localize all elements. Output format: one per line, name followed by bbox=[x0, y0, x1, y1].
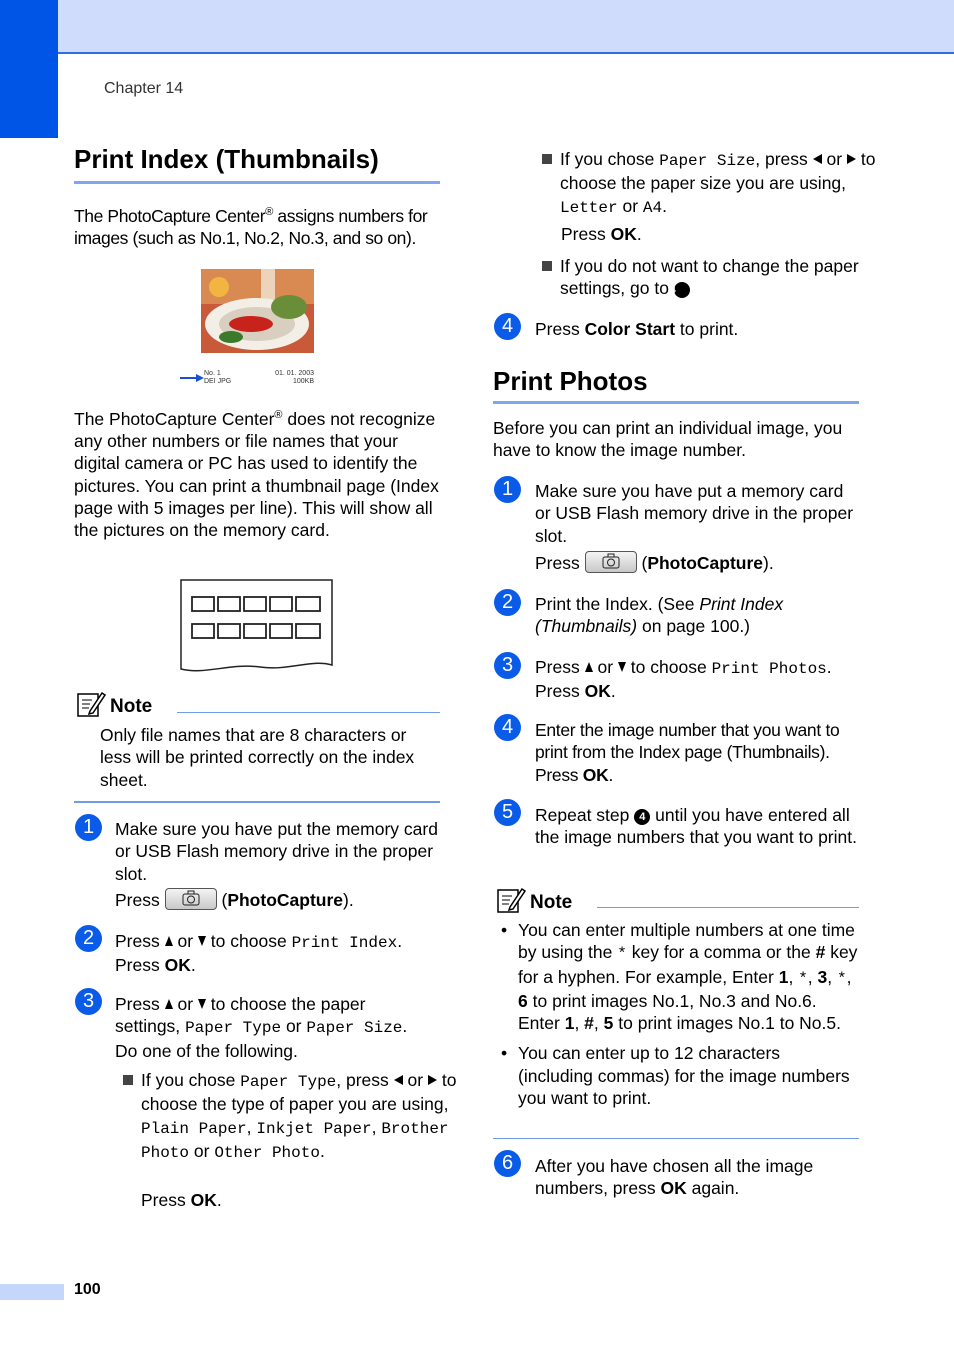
down-arrow-icon bbox=[618, 662, 626, 672]
photos-step-6-text: After you have chosen all the image numbers, press OK again. bbox=[535, 1156, 814, 1199]
note-item-multiple-numbers: • You can enter multiple numbers at one time by using the * key for a comma or the # key for a hyphen. For example, Enter 1, *, 3, *, 6 to print images No.1, No.3 and No.6. Enter 1, #, 5 to print images No.1 to No.5. bbox=[493, 919, 859, 1034]
photos-step-1-text: Make sure you have put a memory card or USB Flash memory drive in the proper slot. bbox=[535, 481, 854, 546]
thumb-date: 01. 01. 2003 100KB bbox=[275, 370, 314, 385]
sub-bullet-press-ok: Press OK. bbox=[141, 1190, 222, 1210]
photos-step-4-text: Enter the image number that you want to print from the Index page (Thumbnails). Press OK. bbox=[535, 720, 840, 785]
sub-bullet-skip: If you do not want to change the paper settings, go to 4 bbox=[542, 255, 880, 300]
step-badge-1: 1 bbox=[75, 814, 102, 841]
left-arrow-icon bbox=[394, 1075, 403, 1085]
thumb-number: No. 1 DEI JPG bbox=[204, 370, 232, 385]
step-1-text: Make sure you have put the memory card or USB Flash memory drive in the proper slot. bbox=[115, 819, 438, 884]
photos-step-3-text: Press or to choose Print Photos. Press OK. bbox=[535, 657, 832, 702]
header-band bbox=[0, 0, 954, 54]
footer-bar bbox=[0, 1284, 64, 1300]
thumbnail-photo bbox=[201, 269, 314, 353]
up-arrow-icon bbox=[585, 662, 593, 672]
right-arrow-icon bbox=[428, 1075, 437, 1085]
step-badge-p2: 2 bbox=[494, 589, 521, 616]
square-bullet-icon bbox=[123, 1075, 133, 1085]
note-pencil-icon bbox=[496, 885, 526, 920]
step-badge-3: 3 bbox=[75, 988, 102, 1015]
sub-bullet-paper-type: If you chose Paper Type, press or to choose the type of paper you are using, Plain Paper, Inkjet Paper, Brother Photo or Other Photo. bbox=[123, 1069, 461, 1164]
section-title-print-photos: Print Photos bbox=[493, 366, 648, 396]
camera-icon bbox=[602, 553, 620, 569]
note-pencil-icon bbox=[76, 689, 106, 724]
step-badge-2: 2 bbox=[75, 925, 102, 952]
step-badge-p4: 4 bbox=[494, 714, 521, 741]
down-arrow-icon bbox=[198, 936, 206, 946]
note-header-rule bbox=[177, 712, 440, 713]
step-3-text: Press or to choose the paper settings, Paper Type or Paper Size. Do one of the following. bbox=[115, 994, 408, 1061]
step-badge-p3: 3 bbox=[494, 652, 521, 679]
paper-size-press-ok: Press OK. bbox=[561, 224, 642, 244]
page-number: 100 bbox=[74, 1281, 101, 1298]
step-4-color-start: Press Color Start to print. bbox=[535, 319, 739, 339]
step-badge-p1: 1 bbox=[494, 476, 521, 503]
note-list bbox=[493, 919, 859, 1117]
note-header: Note bbox=[496, 885, 572, 920]
title-rule bbox=[74, 181, 440, 184]
note-bottom-rule bbox=[74, 801, 440, 803]
square-bullet-icon bbox=[542, 261, 552, 271]
note-bottom-rule bbox=[493, 1138, 859, 1139]
right-arrow-icon bbox=[847, 154, 856, 164]
up-arrow-icon bbox=[165, 999, 173, 1009]
up-arrow-icon bbox=[165, 936, 173, 946]
step-2-text: Press or to choose Print Index. Press OK. bbox=[115, 931, 403, 976]
note-header: Note bbox=[76, 689, 152, 724]
step-badge-4-index: 4 bbox=[494, 313, 521, 340]
section-title-print-index: Print Index (Thumbnails) bbox=[74, 144, 379, 174]
explanation-paragraph: The PhotoCapture Center® does not recognize any other numbers or file names that your digital camera or PC has used to identify the pictures. You can print a thumbnail page (Index page with 5 images per line). This will show all the pictures on the memory card. bbox=[74, 408, 439, 541]
photocapture-button[interactable] bbox=[585, 551, 637, 573]
title-rule bbox=[493, 401, 859, 404]
photocapture-button[interactable] bbox=[165, 888, 217, 910]
step-badge-p5: 5 bbox=[494, 799, 521, 826]
note-text: Only file names that are 8 characters or less will be printed correctly on the index sheet. bbox=[100, 725, 415, 790]
arrow-right-icon bbox=[180, 369, 204, 387]
step-badge-p6: 6 bbox=[494, 1150, 521, 1177]
sub-bullet-paper-size: If you chose Paper Size, press or to choose the paper size you are using, Letter or A4. bbox=[542, 148, 880, 219]
photos-step-5-text: Repeat step 4 until you have entered all the image numbers that you want to print. bbox=[535, 805, 857, 848]
index-page-illustration bbox=[180, 579, 334, 680]
photos-step-1-press-line: Press (PhotoCapture). bbox=[535, 553, 774, 573]
down-arrow-icon bbox=[198, 999, 206, 1009]
intro-paragraph: The PhotoCapture Center® assigns numbers for images (such as No.1, No.2, No.3, and so on). bbox=[74, 205, 428, 249]
left-arrow-icon bbox=[813, 154, 822, 164]
square-bullet-icon bbox=[542, 154, 552, 164]
chapter-tab bbox=[0, 0, 58, 138]
step-ref-badge: 4 bbox=[634, 809, 650, 825]
note-header-rule bbox=[597, 907, 859, 908]
note-item-character-limit: • You can enter up to 12 characters (including commas) for the image numbers you want to print. bbox=[493, 1042, 859, 1109]
camera-icon bbox=[182, 890, 200, 906]
chapter-label: Chapter 14 bbox=[104, 80, 184, 97]
print-photos-intro: Before you can print an individual image, you have to know the image number. bbox=[493, 418, 843, 461]
step-1-press-line: Press (PhotoCapture). bbox=[115, 890, 354, 910]
step-ref-badge: 4 bbox=[674, 282, 690, 298]
photos-step-2-text: Print the Index. (See Print Index (Thumbnails) on page 100.) bbox=[535, 594, 784, 637]
